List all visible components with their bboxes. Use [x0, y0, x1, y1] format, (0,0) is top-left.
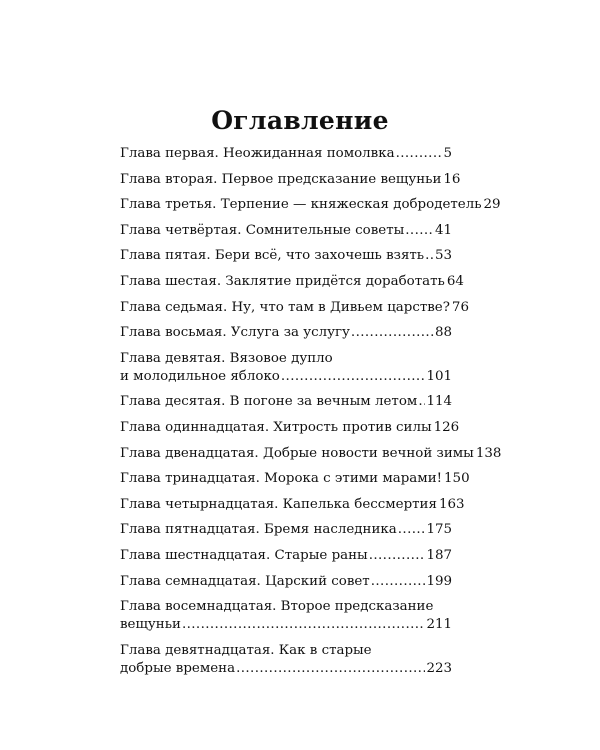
page-number: 76 [451, 299, 469, 315]
dot-leader [371, 573, 426, 591]
dot-leader [398, 521, 426, 539]
toc-entry[interactable] [120, 573, 452, 591]
chapter-title: Глава одиннадцатая. Хитрость против силы [120, 419, 432, 435]
chapter-title-line1: Глава восемнадцатая. Второе предсказание [120, 599, 434, 615]
chapter-title: Глава пятая. Бери всё, что захочешь взять [120, 248, 425, 264]
chapter-title: Глава восьмая. Услуга за услугу [120, 325, 350, 341]
dot-leader [182, 616, 426, 634]
toc-entry[interactable] [120, 642, 452, 678]
chapter-title: Глава пятнадцатая. Бремя наследника [120, 522, 397, 538]
toc-entry[interactable] [120, 222, 452, 240]
toc-entry[interactable] [120, 247, 452, 265]
dot-leader [369, 547, 426, 565]
toc-entry[interactable] [120, 547, 452, 565]
chapter-title-line2: и молодильное яблоко [120, 368, 280, 384]
toc-entry[interactable] [120, 598, 452, 634]
chapter-title-line1: Глава девятая. Вязовое дупло [120, 350, 333, 366]
page-number: 64 [446, 273, 464, 289]
dot-leader [396, 145, 443, 163]
chapter-title-line2: добрые времена [120, 660, 236, 676]
chapter-title: Глава десятая. В погоне за вечным летом [120, 394, 418, 410]
page-number: 175 [426, 522, 452, 538]
page-number: 16 [443, 171, 461, 187]
dot-leader [236, 660, 425, 678]
chapter-title: Глава третья. Терпение — княжеская добродетель [120, 197, 482, 213]
chapter-title: Глава шестая. Заклятие придётся доработать [120, 273, 445, 289]
toc-entry[interactable] [120, 521, 452, 539]
page-number: 138 [475, 445, 502, 461]
page-number: 211 [426, 617, 452, 633]
chapter-title-line2: вещуньи [120, 617, 181, 633]
toc-entry[interactable] [120, 145, 452, 163]
toc-entry[interactable] [120, 445, 502, 463]
chapter-title: Глава двенадцатая. Добрые новости вечной зимы [120, 445, 474, 461]
chapter-title: Глава тринадцатая. Морока с этими марами! [120, 471, 443, 487]
page-number: 163 [438, 496, 465, 512]
chapter-title-line1: Глава девятнадцатая. Как в старые [120, 642, 372, 658]
page-title: Оглавление [211, 105, 389, 135]
page-number: 41 [434, 222, 452, 238]
toc-entry[interactable] [120, 196, 501, 214]
toc-entry[interactable] [120, 393, 452, 411]
dot-leader [425, 247, 434, 265]
chapter-title: Глава семнадцатая. Царский совет [120, 573, 370, 589]
chapter-title: Глава четырнадцатая. Капелька бессмертия [120, 496, 437, 512]
page-number: 150 [444, 471, 470, 487]
page-number: 29 [483, 197, 501, 213]
toc-entry[interactable] [120, 470, 470, 488]
toc-entry[interactable] [120, 324, 452, 342]
page-number: 101 [426, 368, 452, 384]
page-number: 126 [433, 419, 460, 435]
page-number: 53 [434, 248, 452, 264]
page-number: 88 [434, 325, 452, 341]
toc-entry[interactable] [120, 171, 461, 189]
page-number: 114 [426, 394, 452, 410]
page-number: 187 [426, 547, 452, 563]
toc-entry[interactable] [120, 496, 465, 514]
dot-leader [405, 222, 434, 240]
toc-entry[interactable] [120, 350, 452, 386]
page-number: 223 [426, 660, 452, 676]
dot-leader [418, 393, 425, 411]
chapter-title: Глава седьмая. Ну, что там в Дивьем царстве? [120, 299, 450, 315]
chapter-title: Глава шестнадцатая. Старые раны [120, 547, 368, 563]
page-number: 199 [426, 573, 452, 589]
chapter-title: Глава четвёртая. Сомнительные советы [120, 222, 405, 238]
page-number: 5 [443, 146, 452, 161]
chapter-title: Глава первая. Неожиданная помолвка [120, 146, 395, 161]
dot-leader [281, 368, 426, 386]
toc-entry[interactable] [120, 273, 464, 291]
dot-leader [351, 324, 434, 342]
table-of-contents [120, 145, 502, 685]
chapter-title: Глава вторая. Первое предсказание вещуньи [120, 171, 442, 187]
toc-entry[interactable] [120, 299, 469, 317]
toc-entry[interactable] [120, 419, 460, 437]
